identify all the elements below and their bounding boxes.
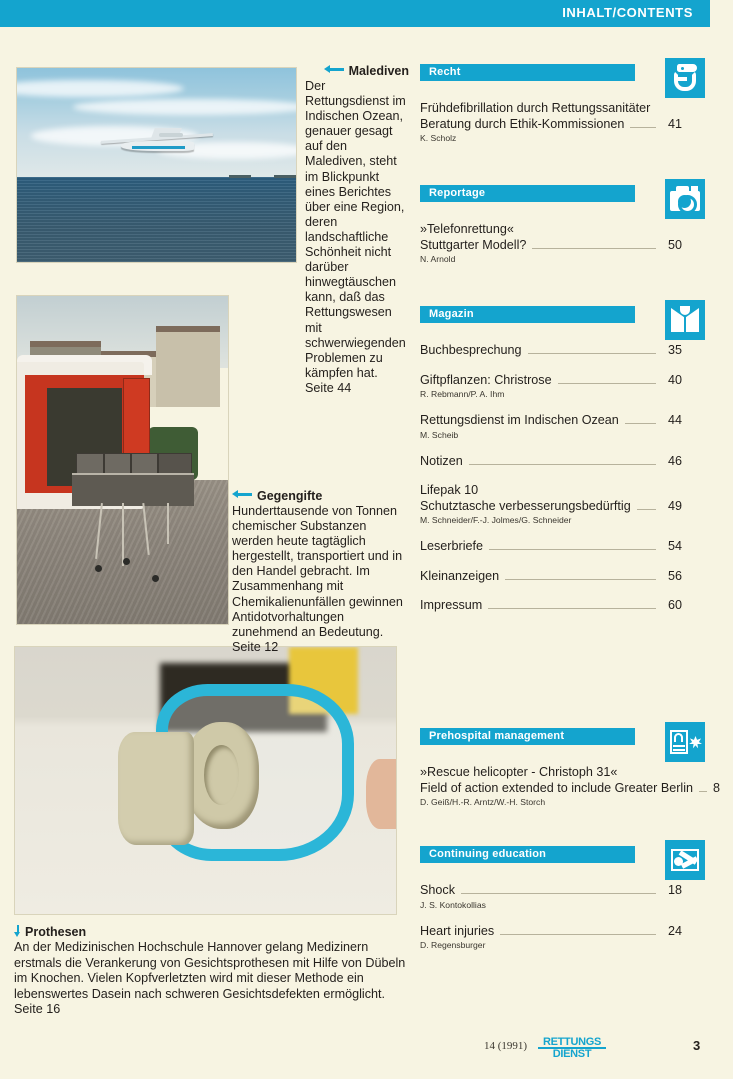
entry-line2: Kleinanzeigen <box>420 568 500 583</box>
leader-dots <box>489 549 656 550</box>
toc-entry[interactable] <box>420 765 721 807</box>
entry-line2-row <box>420 413 716 429</box>
entry-line2: Stuttgarter Modell? <box>420 237 527 252</box>
entry-author: J. S. Kontokollias <box>420 899 486 910</box>
entry-line2: Leserbriefe <box>420 539 484 553</box>
blurb-body: Hunderttausende von Tonnen chemischer Substanzen werden heute tagtäglich hergestellt, transportiert und in den Handel gebracht. Im Zusammenhang mit Chemikalienunfällen gewinnen Antidotvorhaltungen zunehmend an Bedeutung. Seite 12 <box>232 504 403 654</box>
entry-line1: »Telefonrettung« <box>420 222 514 236</box>
entry-line2-row <box>420 238 716 254</box>
stretcher <box>72 473 194 506</box>
entry-page: 24 <box>667 923 682 938</box>
entry-author: R. Rebmann/P. A. Ihm <box>420 389 505 399</box>
distant-island <box>229 175 251 178</box>
entry-line2-row <box>420 117 716 133</box>
section-entries <box>420 883 716 950</box>
blurb-kicker: Gegengifte <box>232 489 410 503</box>
entry-page: 44 <box>667 413 682 427</box>
section-title: Reportage <box>429 187 486 199</box>
toc-entry[interactable] <box>420 413 716 440</box>
photo-ambulance-with-stretcher <box>16 295 229 625</box>
entry-line2: Rettungsdienst im Indischen Ozean <box>420 413 619 427</box>
page-title: INHALT/CONTENTS <box>562 5 693 20</box>
entry-line1: Frühdefibrillation durch Rettungssanitäter <box>420 101 651 115</box>
leader-dots <box>461 893 656 894</box>
section-entries <box>420 222 716 264</box>
entry-line2-row <box>420 883 716 899</box>
entry-line2-row <box>420 598 716 614</box>
section-title: Prehospital management <box>429 730 565 742</box>
leader-dots <box>625 423 656 424</box>
entry-page: 18 <box>667 883 682 897</box>
entry-page: 8 <box>713 780 721 795</box>
stretcher-frame <box>93 503 177 575</box>
leader-dots <box>699 791 707 792</box>
blurb-body: An der Medizinischen Hochschule Hannover gelang Medizinern erstmals die Verankerung von Gesichtsprothesen mit Hilfe von Dübeln im Knochen. Vielen Kopfverletzten wird mit dieser Methode ein lebenswertes Dasein nach schweren Gesichtsdefekten ermöglicht. Seite 16 <box>14 940 406 1017</box>
toc-entry[interactable] <box>420 101 716 143</box>
section-recht <box>420 64 716 157</box>
blurb-kicker: Prothesen <box>14 925 410 939</box>
entry-line2-row <box>420 499 716 515</box>
entry-page: 56 <box>667 568 682 583</box>
volume-year: 14 (1991) <box>484 1040 528 1052</box>
blurb-kicker: Malediven <box>305 64 409 78</box>
entry-author: D. Geiß/H.-R. Arntz/W.-H. Storch <box>420 797 546 807</box>
stretcher-wheel <box>95 565 102 572</box>
engine <box>159 133 184 137</box>
leader-dots <box>500 934 656 935</box>
entry-line2: Notizen <box>420 453 463 468</box>
entry-line2-row <box>420 569 716 585</box>
logo-line2: DIENST <box>552 1048 592 1060</box>
entry-line2-row <box>420 343 716 359</box>
open-magazine-icon <box>665 300 705 340</box>
stretcher-wheel <box>123 558 130 565</box>
blurb-malediven <box>305 64 409 396</box>
entry-line2-row <box>420 780 721 797</box>
house <box>156 326 219 408</box>
entry-page: 49 <box>667 498 682 513</box>
rettungsdienst-logo <box>538 1037 606 1059</box>
toc-entry[interactable] <box>420 598 716 614</box>
entry-author: N. Arnold <box>420 254 456 264</box>
leader-dots <box>528 353 656 354</box>
patient-bed-star-icon <box>665 722 705 762</box>
entry-page: 60 <box>667 598 682 612</box>
toc-entry[interactable] <box>420 222 716 264</box>
arrow-left-icon <box>324 65 344 73</box>
toc-entry[interactable] <box>420 454 716 470</box>
section-continuing-education <box>420 846 716 964</box>
entry-line1: »Rescue helicopter - Christoph 31« <box>420 765 618 779</box>
ocean <box>17 177 296 262</box>
entry-line2-row <box>420 373 716 389</box>
leader-dots <box>637 509 656 510</box>
toc-entry[interactable] <box>420 373 716 400</box>
page-footer <box>0 1035 733 1061</box>
section-header-bar <box>420 728 635 745</box>
hand-finger <box>366 759 397 828</box>
photo-seaplane-over-ocean <box>16 67 297 263</box>
entry-page: 40 <box>667 372 682 387</box>
photo-ear-prosthesis-with-glasses <box>14 646 397 915</box>
section-header-bar <box>420 64 635 81</box>
entry-page: 46 <box>667 453 682 468</box>
section-reportage <box>420 185 716 278</box>
entry-line2: Giftpflanzen: Christrose <box>420 372 552 387</box>
toc-entry[interactable] <box>420 483 716 525</box>
leader-dots <box>630 127 656 128</box>
leader-dots <box>505 579 656 580</box>
entry-page: 50 <box>667 237 682 252</box>
section-header-bar <box>420 846 635 863</box>
section-title: Continuing education <box>429 848 547 860</box>
entry-author: M. Schneider/F.-J. Jolmes/G. Schneider <box>420 515 572 525</box>
teacher-pointer-icon <box>665 840 705 880</box>
toc-entry[interactable] <box>420 343 716 359</box>
section-title: Magazin <box>429 308 474 320</box>
section-title: Recht <box>429 66 461 78</box>
entry-page: 35 <box>667 343 682 357</box>
entry-line2-row <box>420 539 716 555</box>
distant-island <box>274 175 296 178</box>
leader-dots <box>532 248 656 249</box>
entry-author: D. Regensburger <box>420 940 486 950</box>
snake-aesculapius-icon <box>665 58 705 98</box>
entry-line2: Buchbesprechung <box>420 343 522 357</box>
camera-icon <box>665 179 705 219</box>
section-entries <box>420 101 716 143</box>
section-header-bar <box>420 306 635 323</box>
page-header <box>0 0 733 27</box>
leader-dots <box>469 464 656 465</box>
livery-stripe <box>132 146 186 149</box>
section-prehospital-management <box>420 728 721 821</box>
section-entries <box>420 343 716 614</box>
section-header-bar <box>420 185 635 202</box>
cloud <box>73 99 297 115</box>
arrow-down-icon <box>14 925 21 937</box>
toc-entry[interactable] <box>420 883 716 910</box>
entry-author: K. Scholz <box>420 133 457 143</box>
toc-entry[interactable] <box>420 569 716 585</box>
entry-page: 54 <box>667 539 682 553</box>
logo-line1: RETTUNGS <box>538 1037 606 1049</box>
page-number: 3 <box>693 1038 701 1053</box>
entry-line1: Lifepak 10 <box>420 483 479 497</box>
section-entries <box>420 765 721 807</box>
arrow-left-icon <box>232 490 252 498</box>
seaplane <box>101 126 213 159</box>
leader-dots <box>488 608 656 609</box>
entry-line2: Field of action extended to include Greater Berlin <box>420 780 694 795</box>
leader-dots <box>558 383 656 384</box>
section-magazin <box>420 306 716 628</box>
toc-entry[interactable] <box>420 924 716 951</box>
ear-prosthesis <box>183 722 259 829</box>
entry-page: 41 <box>667 116 682 131</box>
prosthesis-mold <box>118 732 194 844</box>
blurb-gegengifte <box>232 489 410 655</box>
blurb-prothesen <box>14 925 410 1018</box>
blurb-body: Der Rettungsdienst im Indischen Ozean, genauer gesagt auf den Malediven, steht im Blickpunkt eines Berichtes über eine Region, deren landschaftliche Schönheit nicht darüber hinwegtäuschen kann, daß das Rettungswesen mit schwerwiegenden Problemen zu kämpfen hat. Seite 44 <box>305 79 406 395</box>
stretcher-wheel <box>152 575 159 582</box>
entry-line2-row <box>420 454 716 470</box>
entry-author: M. Scheib <box>420 429 459 440</box>
entry-line2: Heart injuries <box>420 923 495 938</box>
entry-line2: Impressum <box>420 598 483 612</box>
entry-line2: Shock <box>420 883 456 897</box>
entry-line2-row <box>420 924 716 940</box>
entry-line2: Schutztasche verbesserungsbedürftig <box>420 498 631 513</box>
entry-line2: Beratung durch Ethik-Kommissionen <box>420 116 625 131</box>
toc-entry[interactable] <box>420 539 716 555</box>
